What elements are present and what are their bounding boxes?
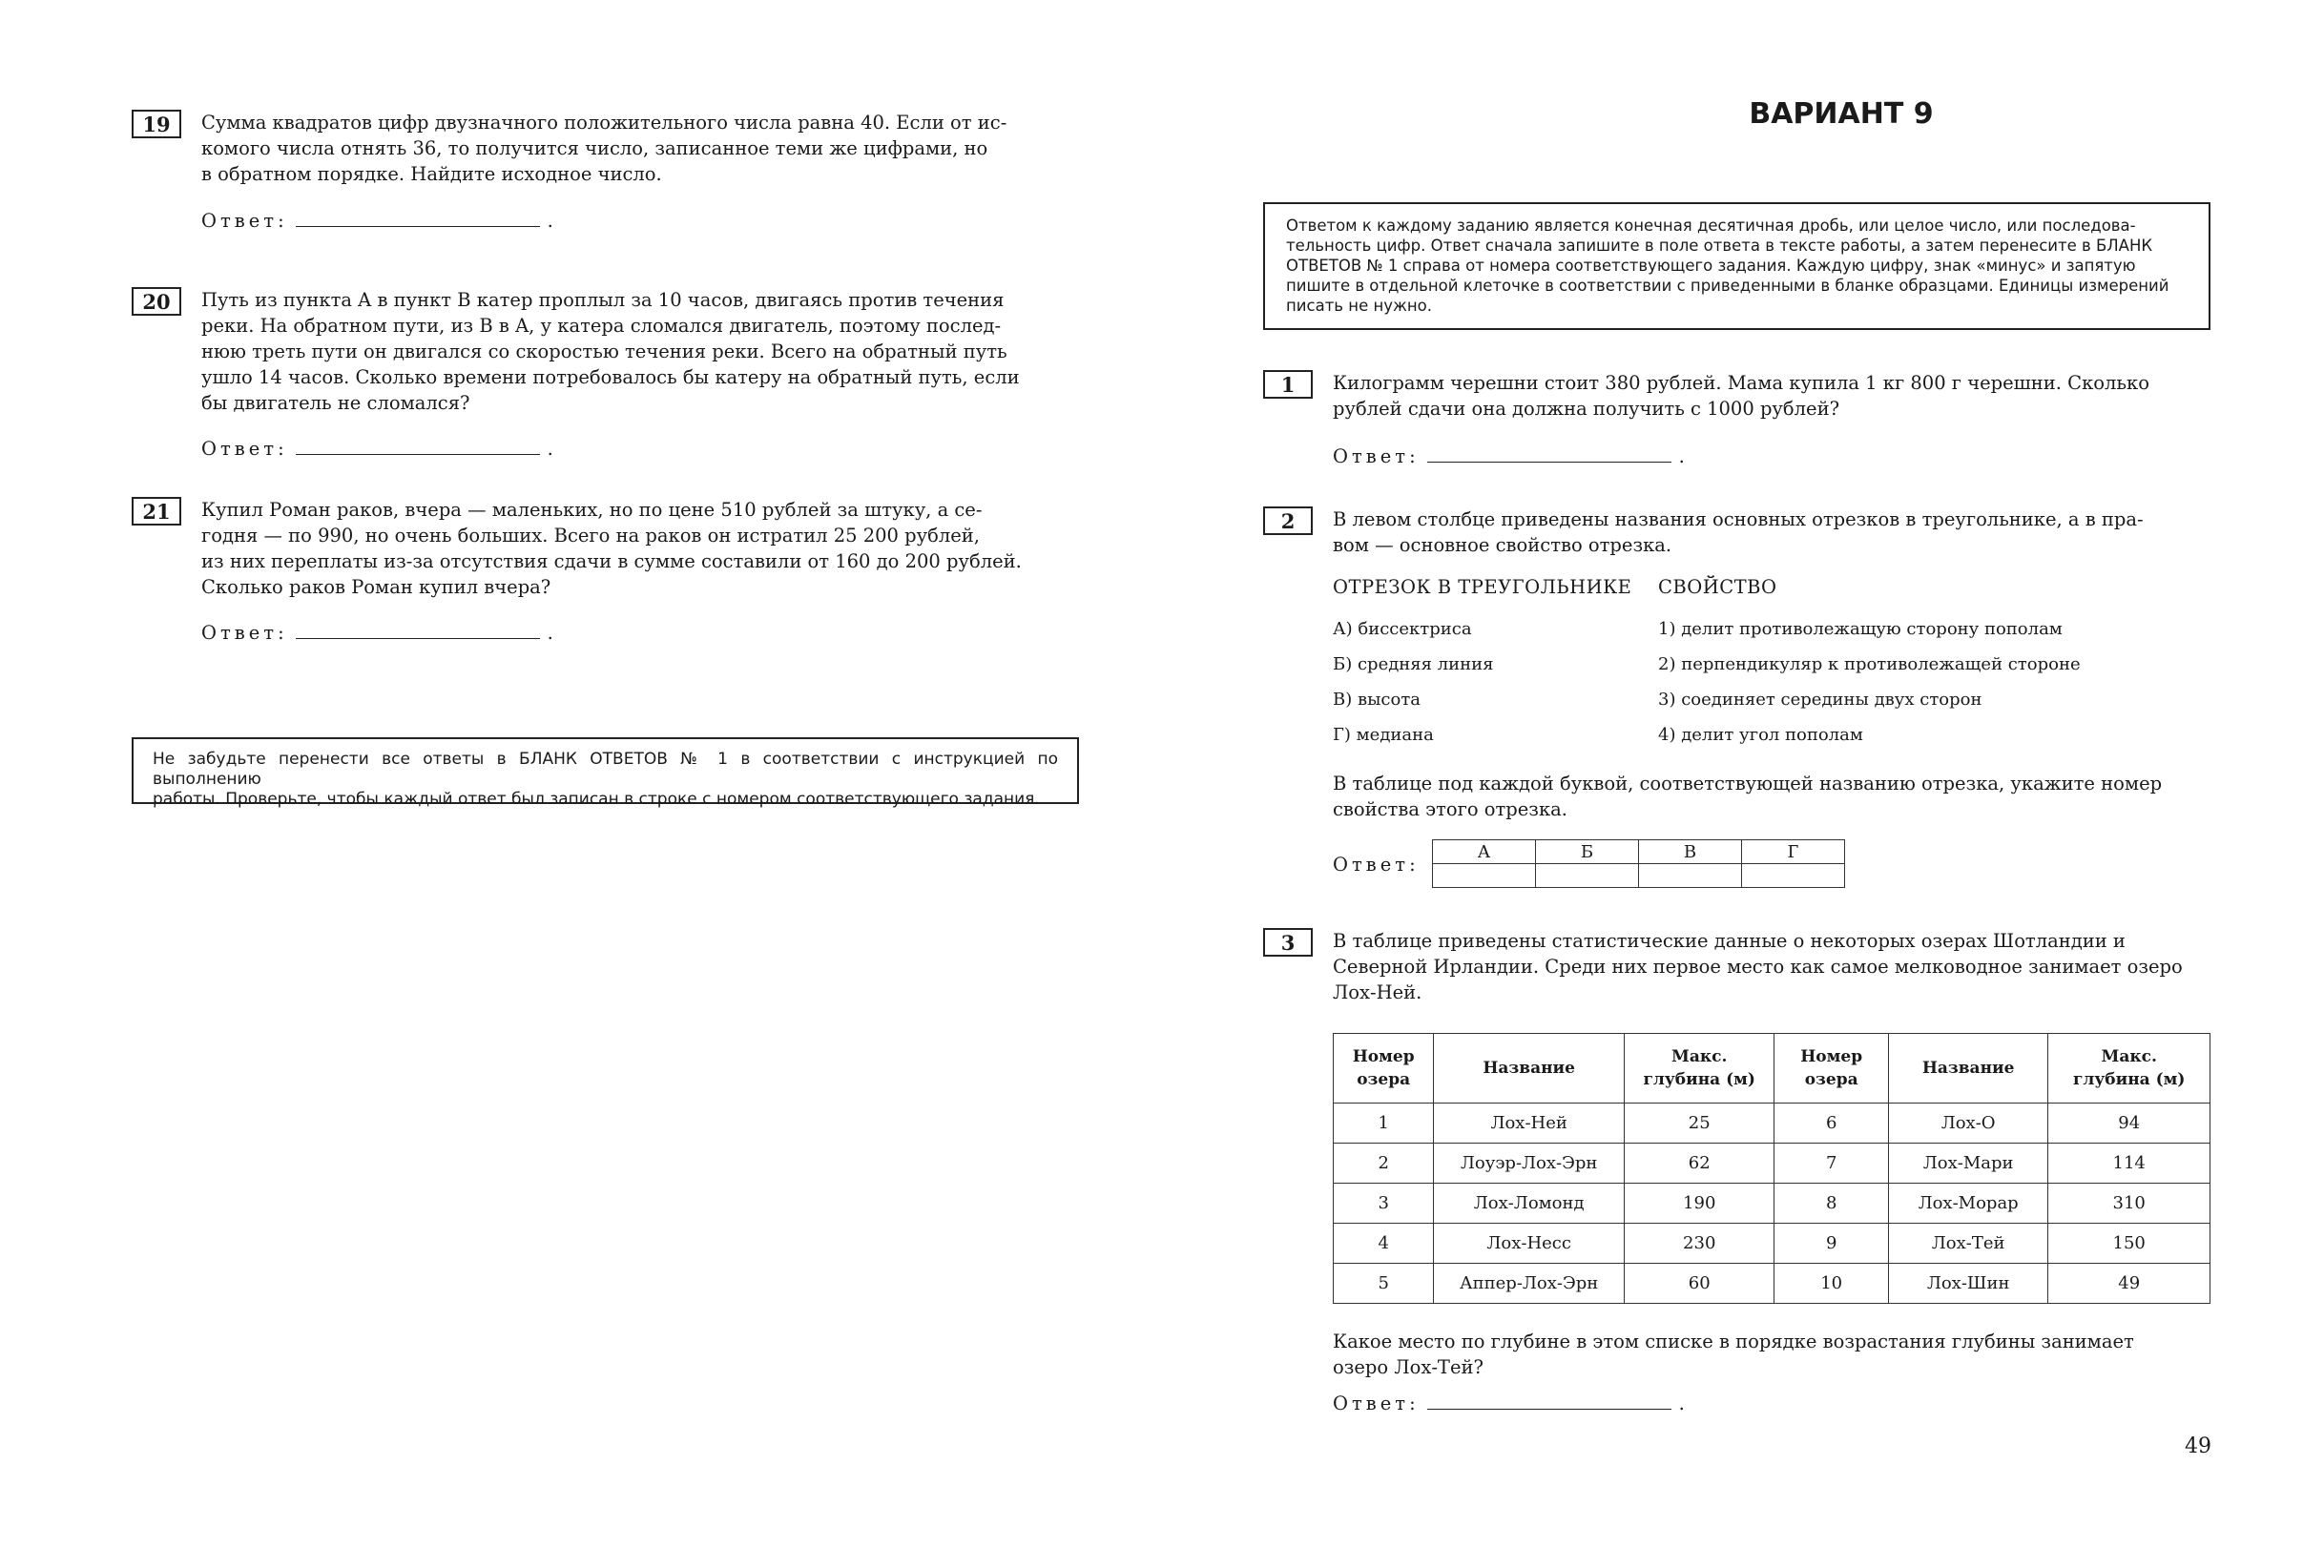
table-row [1334,1184,2210,1224]
table-cell: 114 [2048,1144,2210,1184]
instruction-line: тельность цифр. Ответ сначала запишите в поле ответа в тексте работы, а затем перенесите в БЛАНК [1286,237,2153,255]
table-cell: 230 [1624,1224,1774,1264]
table-row [1334,1144,2210,1184]
text-line: из них переплаты из-за отсутствия сдачи в сумме составили от 160 до 200 рублей. [201,550,1022,572]
task-number: 19 [132,110,181,138]
answer-field[interactable]: Ответ: . [201,210,557,232]
instruction-line: пишите в отдельной клеточке в соответствии с приведенными в бланке образцами. Единицы измерений [1286,277,2169,295]
text-line: ушло 14 часов. Сколько времени потребовалось бы катеру на обратный путь, если [201,366,1020,388]
task-text [201,497,1060,600]
segment-item: В) высота [1333,690,1421,710]
table-cell: Лох-Несс [1434,1224,1625,1264]
table-cell: Лоуэр-Лох-Эрн [1434,1144,1625,1184]
text-line: вом — основное свойство отрезка. [1333,534,1672,556]
answer-table [1432,839,1845,888]
task-text [1333,370,2210,422]
text-line: свойства этого отрезка. [1333,798,1567,820]
table-cell: 4 [1334,1224,1434,1264]
table-cell: Лох-Тей [1888,1224,2048,1264]
task-number: 2 [1263,506,1313,535]
answer-letter: В [1639,840,1742,864]
task-text [1333,928,2210,1005]
answer-label: Ответ: [201,438,288,460]
task-number: 1 [1263,370,1313,399]
table-cell: Лох-Морар [1888,1184,2048,1224]
answer-line[interactable] [1427,1392,1671,1410]
answer-cell[interactable] [1742,864,1845,888]
text-line: бы двигатель не сломался? [201,392,470,414]
lakes-table [1333,1033,2210,1304]
answer-field[interactable]: Ответ: . [1333,1393,1689,1414]
answer-letters-row [1433,840,1845,864]
text-line: в обратном порядке. Найдите исходное число. [201,163,662,185]
right-column-header: СВОЙСТВО [1658,576,1777,598]
table-cell: 25 [1624,1104,1774,1144]
table-row [1334,1224,2210,1264]
table-cell: 94 [2048,1104,2210,1144]
table-cell: Лох-Мари [1888,1144,2048,1184]
task-21 [132,497,1086,659]
answer-label: Ответ: [201,622,288,644]
text-line: Сумма квадратов цифр двузначного положительного числа равна 40. Если от ис- [201,112,1007,134]
table-cell: 310 [2048,1184,2210,1224]
text-line: комого числа отнять 36, то получится число, записанное теми же цифрами, но [201,137,988,159]
answer-line[interactable] [1427,444,1671,463]
column-header: Название [1434,1034,1625,1104]
column-header: Название [1888,1034,2048,1104]
table-cell: 1 [1334,1104,1434,1144]
answer-line[interactable] [296,209,540,227]
column-header: Макс. глубина (м) [1624,1034,1774,1104]
text-line: Какое место по глубине в этом списке в порядке возрастания глубины занимает [1333,1331,2134,1352]
task-3 [1263,928,2217,1424]
table-cell: 62 [1624,1144,1774,1184]
table-cell: 6 [1774,1104,1888,1144]
table-cell: 2 [1334,1144,1434,1184]
answer-field[interactable]: Ответ: . [1333,445,1689,467]
reminder-line: Не забудьте перенести все ответы в БЛАНК ОТВЕТОВ № 1 в соответствии с инструкцией по выполнению [153,750,1058,789]
table-cell: 60 [1624,1264,1774,1304]
property-item: 1) делит противолежащую сторону пополам [1658,619,2063,639]
property-item: 4) делит угол пополам [1658,725,1863,745]
task-1 [1263,370,2217,475]
text-line: озеро Лох-Тей? [1333,1356,1484,1378]
right-page [1162,0,2324,1568]
text-line: В таблице приведены статистические данные о некоторых озерах Шотландии и [1333,930,2126,952]
instructions-box [1263,202,2210,330]
answer-cell[interactable] [1536,864,1639,888]
table-cell: 7 [1774,1144,1888,1184]
table-cell: 190 [1624,1184,1774,1224]
answer-cells-row [1433,864,1845,888]
table-cell: 5 [1334,1264,1434,1304]
text-line: нюю треть пути он двигался со скоростью течения реки. Всего на обратный путь [201,340,1007,362]
property-item: 2) перпендикуляр к противолежащей стороне [1658,654,2081,674]
task-question [1333,1329,2210,1380]
answer-letter: Г [1742,840,1845,864]
reminder-line: работы. Проверьте, чтобы каждый ответ был записан в строке с номером соответствующего задания. [153,790,1040,809]
table-cell: 10 [1774,1264,1888,1304]
text-line: В таблице под каждой буквой, соответствующей названию отрезка, укажите номер [1333,773,2163,794]
answer-line[interactable] [296,437,540,455]
text-line: Купил Роман раков, вчера — маленьких, но по цене 510 рублей за штуку, а се- [201,499,983,521]
task-number: 20 [132,287,181,316]
task-number: 21 [132,497,181,526]
table-row [1334,1264,2210,1304]
answer-letter: Б [1536,840,1639,864]
segment-item: Г) медиана [1333,725,1434,745]
task-number: 3 [1263,928,1313,957]
answer-letter: А [1433,840,1536,864]
answer-field[interactable]: Ответ: . [201,622,557,644]
table-cell: 9 [1774,1224,1888,1264]
table-cell: Лох-Ней [1434,1104,1625,1144]
task-text [201,287,1060,416]
task-2 [1263,506,2217,897]
text-line: рублей сдачи она должна получить с 1000 рублей? [1333,398,1840,420]
table-header-row [1334,1034,2210,1104]
text-line: Сколько раков Роман купил вчера? [201,576,551,598]
answer-label: Ответ: [201,210,288,232]
task-instruction [1333,771,2210,822]
text-line: Северной Ирландии. Среди них первое место как самое мелководное занимает озеро [1333,956,2183,978]
segment-item: Б) средняя линия [1333,654,1494,674]
answer-line[interactable] [296,621,540,639]
table-cell: 150 [2048,1224,2210,1264]
table-cell: 49 [2048,1264,2210,1304]
left-column-header: ОТРЕЗОК В ТРЕУГОЛЬНИКЕ [1333,576,1632,598]
reminder-box [132,737,1079,809]
instruction-line: Ответом к каждому заданию является конечная десятичная дробь, или целое число, или последова- [1286,217,2136,235]
instruction-line: ОТВЕТОВ № 1 справа от номера соответствующего задания. Каждую цифру, знак «минус» и запятую [1286,257,2136,275]
column-header: Номер озера [1774,1034,1888,1104]
text-line: Путь из пункта A в пункт B катер проплыл за 10 часов, двигаясь против течения [201,289,1005,311]
answer-label: Ответ: [1333,445,1420,467]
answer-label: Ответ: [1333,1393,1420,1414]
table-cell: Лох-О [1888,1104,2048,1144]
table-row [1334,1104,2210,1144]
task-19 [132,110,1086,253]
instruction-line: писать не нужно. [1286,297,1433,315]
text-line: В левом столбце приведены названия основных отрезков в треугольнике, а в пра- [1333,508,2144,530]
table-cell: Лох-Ломонд [1434,1184,1625,1224]
answer-label: Ответ: [1333,854,1420,876]
answer-field[interactable]: Ответ: . [201,438,557,460]
answer-cell[interactable] [1639,864,1742,888]
answer-cell[interactable] [1433,864,1536,888]
variant-title: ВАРИАНТ 9 [1749,97,1934,131]
task-text [201,110,1060,187]
text-line: реки. На обратном пути, из B в A, у катера сломался двигатель, поэтому послед- [201,315,1002,337]
column-header: Номер озера [1334,1034,1434,1104]
text-line: годня — по 990, но очень больших. Всего на раков он истратил 25 200 рублей, [201,525,980,547]
task-text [1333,506,2210,558]
task-20 [132,287,1086,478]
text-line: Килограмм черешни стоит 380 рублей. Мама купила 1 кг 800 г черешни. Сколько [1333,372,2149,394]
table-cell: 8 [1774,1184,1888,1224]
table-cell: Лох-Шин [1888,1264,2048,1304]
table-cell: 3 [1334,1184,1434,1224]
page-number: 49 [2185,1434,2211,1458]
text-line: Лох-Ней. [1333,981,1422,1003]
table-cell: Аппер-Лох-Эрн [1434,1264,1625,1304]
property-item: 3) соединяет середины двух сторон [1658,690,1982,710]
segment-item: А) биссектриса [1333,619,1472,639]
column-header: Макс. глубина (м) [2048,1034,2210,1104]
